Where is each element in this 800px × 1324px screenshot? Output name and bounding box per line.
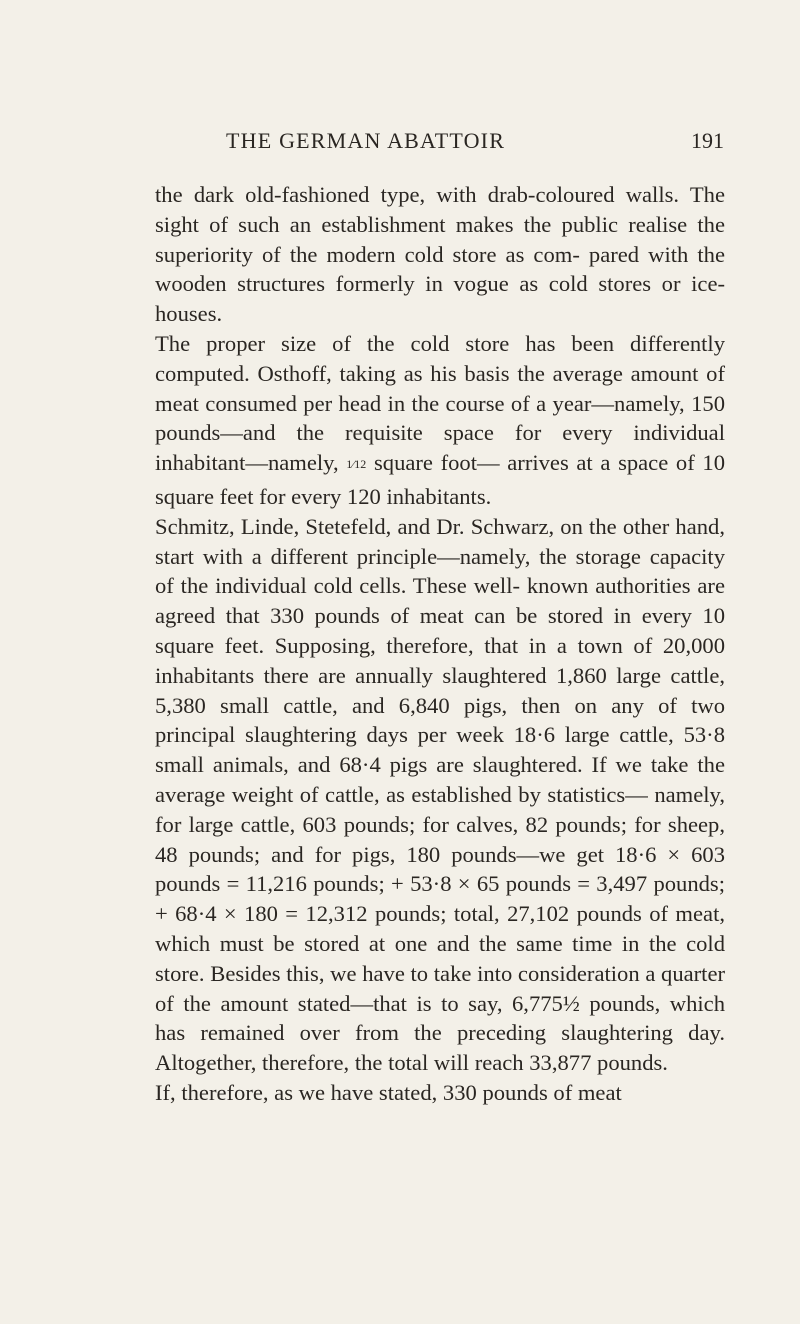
paragraph-3: Schmitz, Linde, Stetefeld, and Dr. Schwarz, on the other hand, start with a different principle—namely, the storage capacity of the individual cold cells. These well- known authorities are agreed that 330 pounds of meat can be stored in every 10 square feet. Supposing, therefore, that in a town of 20,000 inhabitants there are annually slaughtered 1,860 large cattle, 5,380 small cattle, and 6,840 pigs, then on any of two principal slaughtering days per week 18·6 large cattle, 53·8 small animals, and 68·4 pigs are slaughtered. If we take the average weight of cattle, as established by statistics— namely, for large cattle, 603 pounds; for calves, 82 pounds; for sheep, 48 pounds; and for pigs, 180 pounds—we get 18·6 × 603 pounds = 11,216 pounds; + 53·8 × 65 pounds = 3,497 pounds; + 68·4 × 180 = 12,312 pounds; total, 27,102 pounds of meat, which must be stored at one and the same time in the cold store. Besides this, we have to take into consideration a quarter of the amount stated—that is to say, 6,775½ pounds, which has remained over from the preceding slaughtering day. Altogether, therefore, the total will reach 33,877 pounds. [155, 513, 725, 1076]
page-header [156, 128, 724, 162]
page-number: 191 [691, 128, 724, 153]
paragraph-1: the dark old-fashioned type, with drab-coloured walls. The sight of such an establishment makes the public realise the superiority of the modern cold store as com- pared with the wooden structures formerly in vogue as cold stores or ice-houses. [155, 182, 725, 327]
paragraph-2-part-1: The proper size of the cold store has been differently computed. Osthoff, taking as his basis the average amount of meat consumed per head in the course of a year—namely, 150 pounds—and the requisite space for every individual inhabitant—namely, [155, 330, 725, 476]
fraction-one-twelfth: 1⁄12 [346, 457, 367, 472]
running-head: THE GERMAN ABATTOIR [226, 128, 506, 153]
paragraph-2-part-2: square foot— arrives at a space of 10 square feet for every 120 inhabitants. [155, 450, 725, 509]
body-text [155, 180, 725, 1108]
paragraph-4: If, therefore, as we have stated, 330 pounds of meat [155, 1079, 622, 1105]
paragraph-2 [155, 329, 725, 512]
